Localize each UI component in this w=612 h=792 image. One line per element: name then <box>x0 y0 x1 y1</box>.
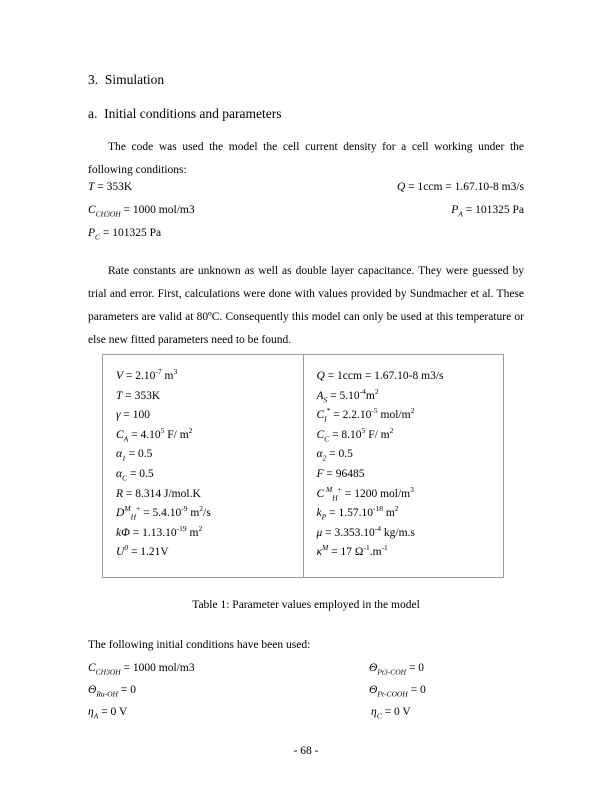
table-caption: Table 1: Parameter values employed in the model <box>192 599 420 611</box>
page-number: - 68 - <box>293 745 319 757</box>
parameter-table <box>102 354 504 578</box>
table-left-column <box>103 355 304 578</box>
param-alpha2: $\alpha_2 = 0.5$ <box>316 448 353 463</box>
param-mu: $\mu = 3.353.10^{-4}$ kg/m.s <box>316 523 415 539</box>
param-U0: $U^0 = 1.21V$ <box>116 543 169 559</box>
initial-eta-A: $\eta_A = 0$ V <box>88 706 128 721</box>
condition-Q: Q = 1ccm = 1.67.10-8 m3/s <box>396 181 524 193</box>
param-gamma: γ = 100 <box>116 409 151 422</box>
param-CMH: C $^M_H$+ = 1200 mol/$m^3$ <box>316 484 414 502</box>
param-kP: $k_P = 1.57.10^{-18}$ $m^2$ <box>316 504 399 522</box>
param-kappaM: $\kappa^M = 17$ $\Omega^{-1}.m^{-1}$ <box>316 543 388 559</box>
param-F: F = 96485 <box>316 467 365 480</box>
intro-paragraph: The code was used the model the cell current density for a cell working under the following conditions: <box>88 141 524 176</box>
param-Q: Q = 1ccm = 1.67.10-8 m3/s <box>316 370 444 382</box>
param-CA: $C_A = 4.10^5$ F/ $m^2$ <box>116 425 193 444</box>
initial-theta-pt-cooh: $\Theta_{Pt-COOH} = 0$ <box>369 684 426 699</box>
param-alphaC: $\alpha_C = 0.5$ <box>116 467 154 483</box>
subsection-heading: a. Initial conditions and parameters <box>88 106 282 121</box>
initial-theta-pt3-coh: $\Theta_{Pt3-COH} = 0$ <box>369 662 425 677</box>
initial-CCH3OH: $C_{CH3OH} = 1000$ mol/m3 <box>88 662 195 677</box>
condition-PC: $P_C = 101325$ Pa <box>88 227 162 242</box>
param-CI: $C_I^* = 2.2.10^{-5}$ mol/$m^2$ <box>316 406 415 424</box>
section-heading: 3. Simulation <box>88 72 165 87</box>
condition-PA: $P_A = 101325$ Pa <box>451 204 524 219</box>
condition-CCH3OH: $C_{CH3OH} = 1000$ mol/m3 <box>88 204 195 219</box>
param-AS: $A_S = 5.10^{-4}m^2$ <box>316 386 379 404</box>
initial-eta-C: $\eta_C = 0$ V <box>371 706 411 721</box>
param-T: T = 353K <box>116 389 161 402</box>
initial-theta-ru-oh: $\Theta_{Ru-OH} = 0$ <box>88 684 136 699</box>
param-CC: $C_C = 8.10^5$ F/ $m^2$ <box>316 425 394 444</box>
param-V: $V = 2.10^{-7}$ $m^3$ <box>116 367 178 382</box>
rate-constants-paragraph: Rate constants are unknown as well as double layer capacitance. They were guessed by trial and error. First, calculations were done with values provided by Sundmacher et al. These parameters are valid at 80ºC. Consequently this model can only be used at this temperature or else new fitted parameters need to be found. <box>88 265 524 346</box>
param-DMH: $D^M_H^+ = 5.4.10^{-9}$ $m^2/s$ <box>116 504 211 522</box>
param-R: R = 8.314 J/mol.K <box>116 487 201 500</box>
initial-conditions-intro: The following initial conditions have been used: <box>88 639 311 651</box>
condition-T: T = 353K <box>88 181 133 193</box>
param-alpha1: $\alpha_1 = 0.5$ <box>116 448 153 463</box>
table-right-column <box>303 355 504 578</box>
param-kPhi: $k\Phi = 1.13.10^{-19}$ $m^2$ <box>116 523 203 539</box>
